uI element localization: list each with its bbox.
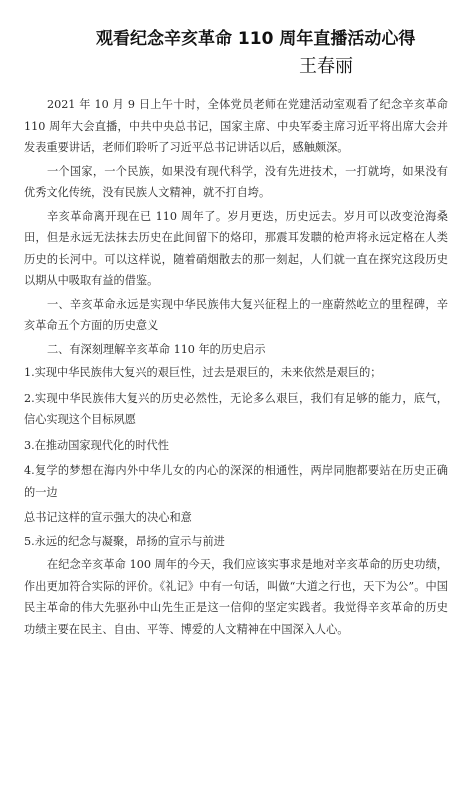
document-title: 观看纪念辛亥革命 110 周年直播活动心得 — [96, 29, 416, 49]
list-item-4: 4.复学的梦想在海内外中华儿女的内心的深深的相通性，两岸同胞都要站在历史正确的一边 — [24, 464, 448, 499]
section-heading-1: 一、辛亥革命永远是实现中华民族伟大复兴征程上的一座蔚然屹立的里程碑，辛亥革命五个方面的历史意义 — [24, 297, 448, 332]
author-name: 王春丽 — [299, 56, 353, 77]
list-item-2: 2.实现中华民族伟大复兴的历史必然性，无论多么艰巨，我们有足够的能力，底气，信心实现这个目标夙愿 — [24, 391, 448, 426]
section-heading-2: 二、有深刻理解辛亥革命 110 年的历史启示 — [46, 342, 266, 356]
paragraph-nation: 一个国家，一个民族，如果没有现代科学，没有先进技术，一打就垮，如果没有优秀文化传统，没有民族人文精神，就不打自垮。 — [24, 164, 448, 199]
paragraph-intro: 2021 年 10 月 9 日上午十时，全体党员老师在党建活动室观看了纪念辛亥革命 110 周年大会直播，中共中央总书记，国家主席、中央军委主席习近平将出席大会并发表重要讲话，老师们聆听了习近平总书记讲话以后，感触颇深。 — [24, 98, 448, 154]
list-item-5: 5.永远的纪念与凝聚，昂扬的宣示与前进 — [24, 534, 225, 548]
paragraph-conclusion: 在纪念辛亥革命 100 周年的今天，我们应该实事求是地对辛亥革命的历史功绩，作出更加符合实际的评价。《礼记》中有一句话，叫做“大道之行也，天下为公”。中国民主革命的伟大先驱孙中山先生正是这一信仰的坚定实践者。我觉得辛亥革命的历史功绩主要在民主、自由、平等、博爱的人文精神在中国深入人心。 — [24, 558, 448, 636]
list-item-1: 1.实现中华民族伟大复兴的艰巨性，过去是艰巨的，未来依然是艰巨的； — [24, 366, 382, 379]
note-line: 总书记这样的宣示强大的决心和意 — [24, 511, 192, 524]
paragraph-history: 辛亥革命离开现在已 110 周年了。岁月更迭，历史远去。岁月可以改变沧海桑田，但是永远无法抹去历史在此间留下的烙印，那震耳发聩的枪声将永远定格在人类历史的长河中。可以这样说，随着硝烟散去的那一刻起，人们就一直在探究这段历史以期从中吸取有益的借鉴。 — [24, 209, 448, 287]
list-item-3: 3.在推动国家现代化的时代性 — [24, 438, 169, 452]
document-body — [24, 94, 448, 640]
